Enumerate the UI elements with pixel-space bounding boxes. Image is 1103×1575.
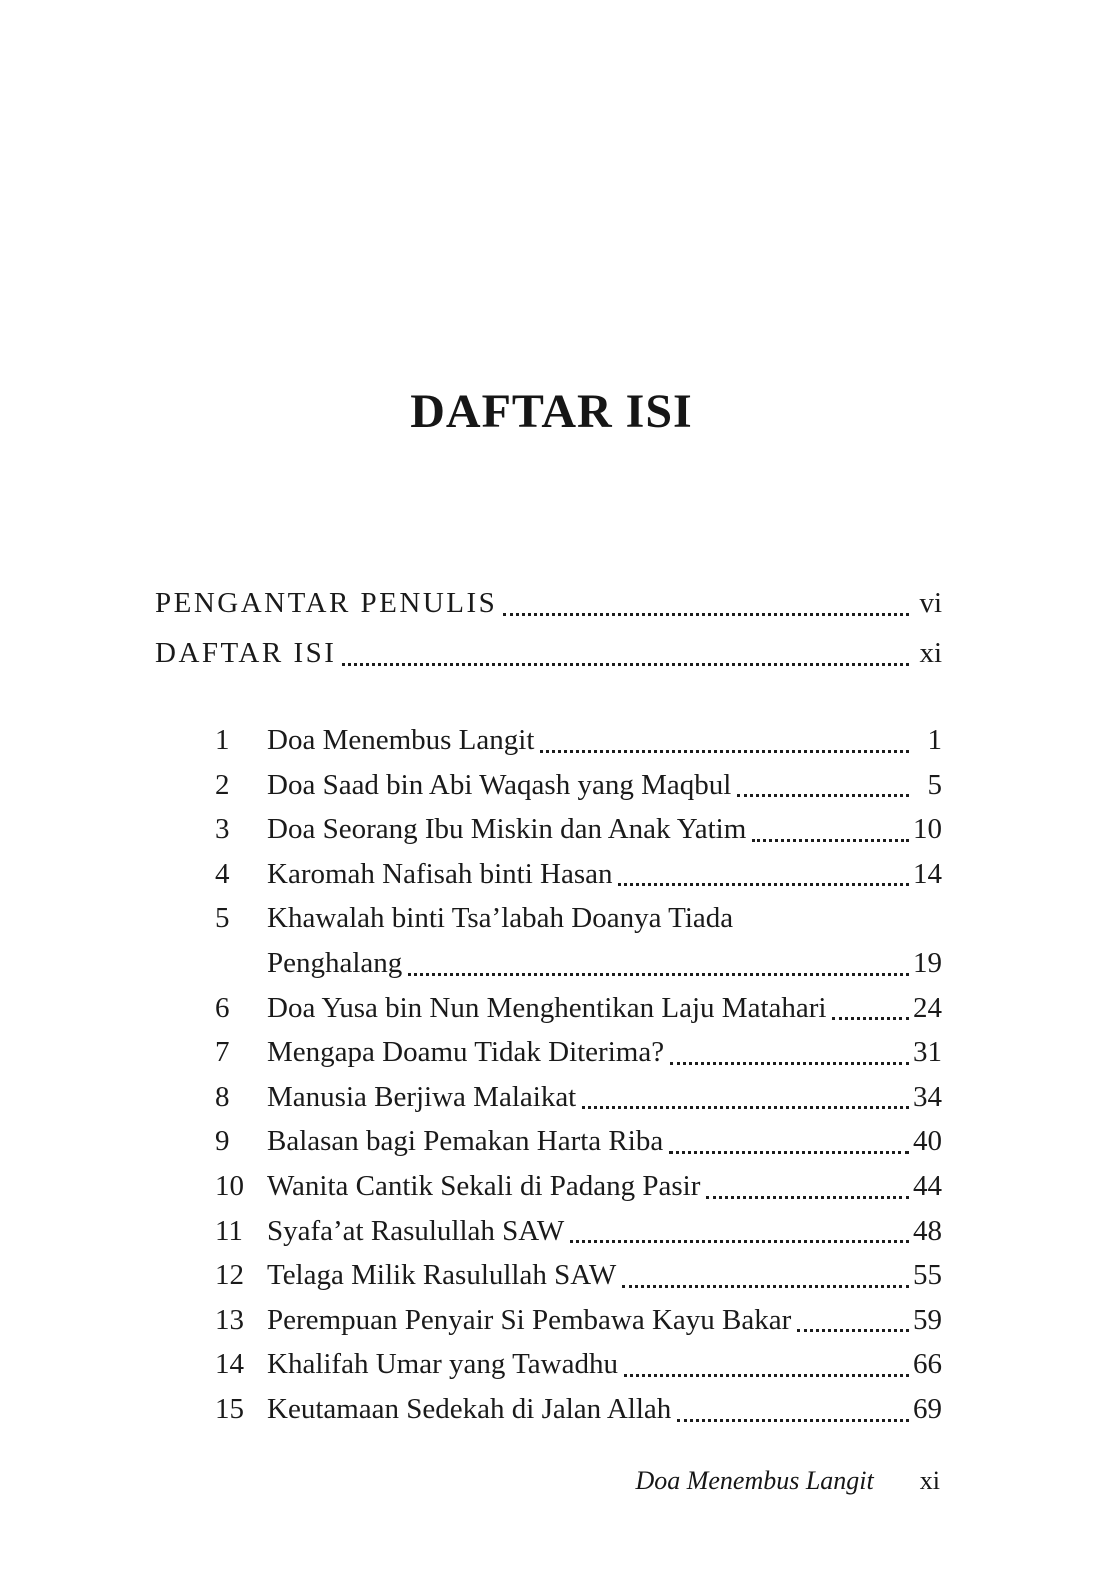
dot-leader xyxy=(664,1030,912,1075)
chapter-title: Perempuan Penyair Si Pembawa Kayu Bakar xyxy=(267,1303,792,1336)
chapter-title: Balasan bagi Pemakan Harta Riba xyxy=(267,1125,664,1158)
chapter-title: Doa Menembus Langit xyxy=(267,724,535,756)
dot-leader xyxy=(618,1342,912,1387)
dot-leader xyxy=(733,896,912,941)
chapter-page: 1 xyxy=(927,724,942,756)
page-title: DAFTAR ISI xyxy=(410,385,693,438)
chapter-page: 66 xyxy=(913,1348,942,1381)
chapter-number: 11 xyxy=(215,1214,243,1247)
dot-leader xyxy=(534,718,912,763)
front-matter-row xyxy=(155,578,942,628)
chapter-page xyxy=(912,896,942,941)
toc-row xyxy=(155,896,942,941)
chapter-number: 7 xyxy=(215,1036,230,1069)
chapter-title: Khalifah Umar yang Tawadhu xyxy=(267,1348,618,1381)
chapter-page: xi xyxy=(919,637,942,669)
chapter-page: 10 xyxy=(913,813,942,846)
chapter-title: Doa Saad bin Abi Waqash yang Maqbul xyxy=(267,768,732,801)
front-matter-list xyxy=(155,578,942,678)
toc-row xyxy=(155,1075,942,1120)
chapter-number: 5 xyxy=(215,902,230,935)
chapter-title: Doa Yusa bin Nun Menghentikan Laju Matahari xyxy=(267,991,827,1024)
chapter-page: 24 xyxy=(913,991,942,1024)
chapter-title: Wanita Cantik Sekali di Padang Pasir xyxy=(267,1169,701,1202)
toc-row xyxy=(155,718,942,763)
chapter-page: 19 xyxy=(913,946,942,979)
chapter-title: DAFTAR ISI xyxy=(155,637,337,669)
dot-leader xyxy=(616,1253,912,1298)
front-matter-row xyxy=(155,628,942,678)
dot-leader xyxy=(791,1298,912,1343)
chapter-page: 40 xyxy=(913,1125,942,1158)
footer-book-title: Doa Menembus Langit xyxy=(635,1466,874,1495)
chapter-number: 10 xyxy=(215,1169,244,1202)
chapter-number xyxy=(215,941,267,986)
chapter-number: 14 xyxy=(215,1348,244,1381)
chapter-number: 1 xyxy=(215,724,230,756)
chapter-title: Karomah Nafisah binti Hasan xyxy=(267,857,613,890)
chapter-number: 12 xyxy=(215,1259,244,1292)
chapter-page: 48 xyxy=(913,1214,942,1247)
dot-leader xyxy=(576,1075,912,1120)
chapter-title: Doa Seorang Ibu Miskin dan Anak Yatim xyxy=(267,813,747,846)
dot-leader xyxy=(671,1387,912,1432)
chapter-number: 6 xyxy=(215,991,230,1024)
toc-row xyxy=(155,1387,942,1432)
chapter-number: 15 xyxy=(215,1392,244,1425)
dot-leader xyxy=(746,807,912,852)
chapter-title: PENGANTAR PENULIS xyxy=(155,587,498,619)
chapter-page: 69 xyxy=(913,1392,942,1425)
dot-leader xyxy=(336,628,912,678)
toc-row xyxy=(155,1209,942,1254)
toc-row xyxy=(155,763,942,808)
chapter-list xyxy=(155,718,942,1432)
chapter-title: Penghalang xyxy=(267,946,403,979)
toc-row xyxy=(155,1119,942,1164)
chapter-page: 34 xyxy=(913,1080,942,1113)
toc-row xyxy=(155,1164,942,1209)
chapter-page: vi xyxy=(919,587,942,619)
chapter-title: Khawalah binti Tsa’labah Doanya Tiada xyxy=(267,902,734,935)
chapter-page: 14 xyxy=(913,857,942,890)
toc-row xyxy=(155,986,942,1031)
chapter-number: 13 xyxy=(215,1303,244,1336)
dot-leader xyxy=(402,941,912,986)
dot-leader xyxy=(700,1164,912,1209)
chapter-page: 31 xyxy=(913,1036,942,1069)
chapter-page: 44 xyxy=(913,1169,942,1202)
chapter-page: 5 xyxy=(927,768,942,801)
page-footer xyxy=(635,1466,940,1496)
toc-row xyxy=(155,852,942,897)
chapter-page: 59 xyxy=(913,1303,942,1336)
chapter-title: Manusia Berjiwa Malaikat xyxy=(267,1080,577,1113)
chapter-page: 55 xyxy=(913,1259,942,1292)
dot-leader xyxy=(497,578,912,628)
chapter-title: Telaga Milik Rasulullah SAW xyxy=(267,1259,617,1292)
footer-page-number: xi xyxy=(919,1466,940,1495)
toc-row xyxy=(155,1253,942,1298)
chapter-title: Syafa’at Rasulullah SAW xyxy=(267,1214,565,1247)
chapter-number: 3 xyxy=(215,813,230,846)
dot-leader xyxy=(731,763,912,808)
chapter-number: 2 xyxy=(215,768,230,801)
chapter-title: Mengapa Doamu Tidak Diterima? xyxy=(267,1036,665,1069)
dot-leader xyxy=(612,852,912,897)
toc-row xyxy=(155,1030,942,1075)
chapter-title: Keutamaan Sedekah di Jalan Allah xyxy=(267,1392,672,1425)
chapter-number: 8 xyxy=(215,1080,230,1113)
toc-row xyxy=(155,807,942,852)
chapter-number: 9 xyxy=(215,1125,230,1158)
dot-leader xyxy=(564,1209,912,1254)
toc-row xyxy=(155,941,942,986)
toc-row xyxy=(155,1342,942,1387)
toc-row xyxy=(155,1298,942,1343)
dot-leader xyxy=(663,1119,912,1164)
dot-leader xyxy=(826,986,912,1031)
chapter-number: 4 xyxy=(215,857,230,890)
